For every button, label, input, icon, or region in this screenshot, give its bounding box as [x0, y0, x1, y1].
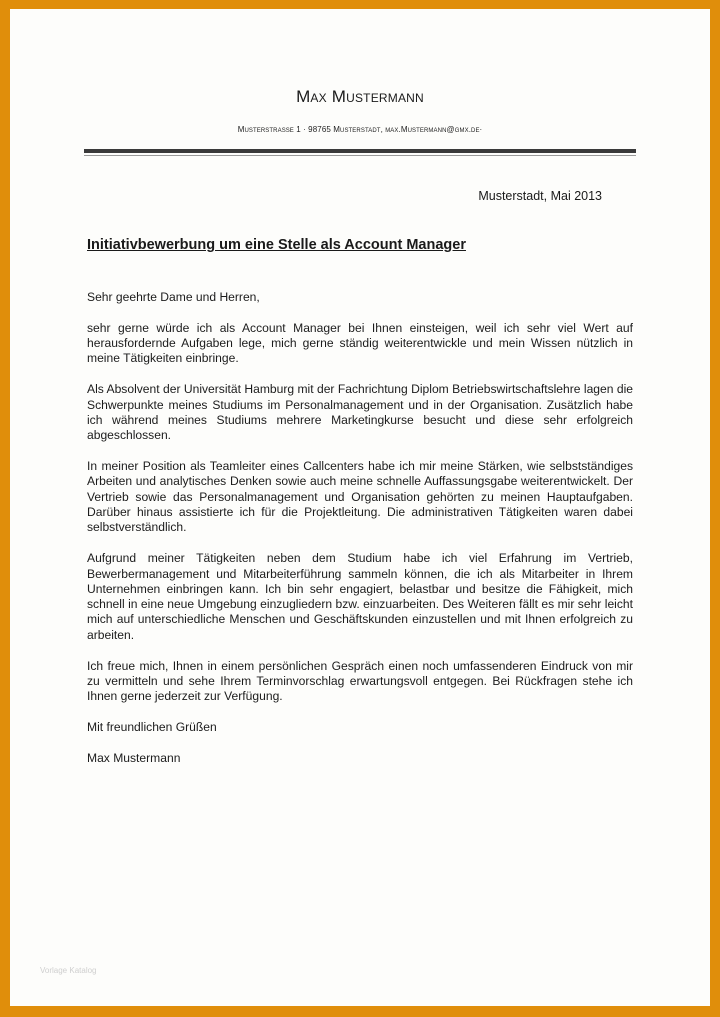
- closing: Mit freundlichen Grüßen: [87, 720, 217, 735]
- paragraph: Ich freue mich, Ihnen in einem persönlichen Gespräch einen noch umfassenderen Eindruck von mir zu vermitteln und sehe Ihrem Terminvorschlag erwartungsvoll entgegen. Bei Rückfragen stehe ich Ihnen gerne jederzeit zur Verfügung.: [87, 658, 633, 704]
- sender-address: Musterstraße 1 · 98765 Musterstadt, max.Mustermann@gmx.de·: [237, 125, 483, 134]
- salutation: Sehr geehrte Dame und Herren,: [87, 290, 260, 304]
- header-divider-thin: [84, 155, 636, 156]
- letter-page: [10, 9, 710, 1006]
- sender-name: Max Mustermann: [296, 87, 424, 106]
- signature-name: Max Mustermann: [87, 750, 181, 765]
- paragraph: Aufgrund meiner Tätigkeiten neben dem Studium habe ich viel Erfahrung im Vertrieb, Bewerbermanagement und Mitarbeiterführung sammeln können, die ich als Mitarbeiter in Ihrem Unternehmen einbringen kann. Ich bin sehr engagiert, belastbar und besitze die Fähigkeit, mich schnell in eine neue Umgebung einzugliedern bzw. einzuarbeiten. Des Weiteren fällt es mir sehr leicht mich auf unterschiedliche Menschen und Geschäftskunden einzustellen und mit Ihnen erfolgreich zu arbeiten.: [87, 551, 633, 642]
- header-divider: [84, 149, 636, 153]
- paragraph: In meiner Position als Teamleiter eines Callcenters habe ich mir meine Stärken, wie selbstständiges Arbeiten und analytisches Denken sowie auch meine schnelle Auffassungsgabe weiterentwickelt. Der Vertrieb sowie das Personalmanagement und Organisation gehörten zu meinen Hauptaufgaben. Darüber hinaus assistierte ich für die Projektleitung. Die administrativen Tätigkeiten waren dabei selbstverständlich.: [87, 459, 633, 535]
- watermark: Vorlage Katalog: [40, 966, 97, 975]
- subject-line: Initiativbewerbung um eine Stelle als Account Manager: [87, 237, 466, 253]
- letter-content: [10, 9, 710, 1006]
- paragraph: Als Absolvent der Universität Hamburg mit der Fachrichtung Diplom Betriebswirtschaftslehre lagen die Schwerpunkte meines Studiums im Personalmanagement und in der Organisation. Zusätzlich habe ich während meines Studiums mehrere Marketingkurse besucht und diese sehr erfolgreich abgeschlossen.: [87, 382, 633, 443]
- paragraph: sehr gerne würde ich als Account Manager bei Ihnen einsteigen, weil ich sehr viel Wert auf herausfordernde Aufgaben lege, mich gerne ständig weiterentwickle und mein Wissen nützlich in meine Tätigkeiten einbringe.: [87, 320, 633, 366]
- date-line: Musterstadt, Mai 2013: [478, 189, 602, 203]
- letter-body: [87, 290, 633, 782]
